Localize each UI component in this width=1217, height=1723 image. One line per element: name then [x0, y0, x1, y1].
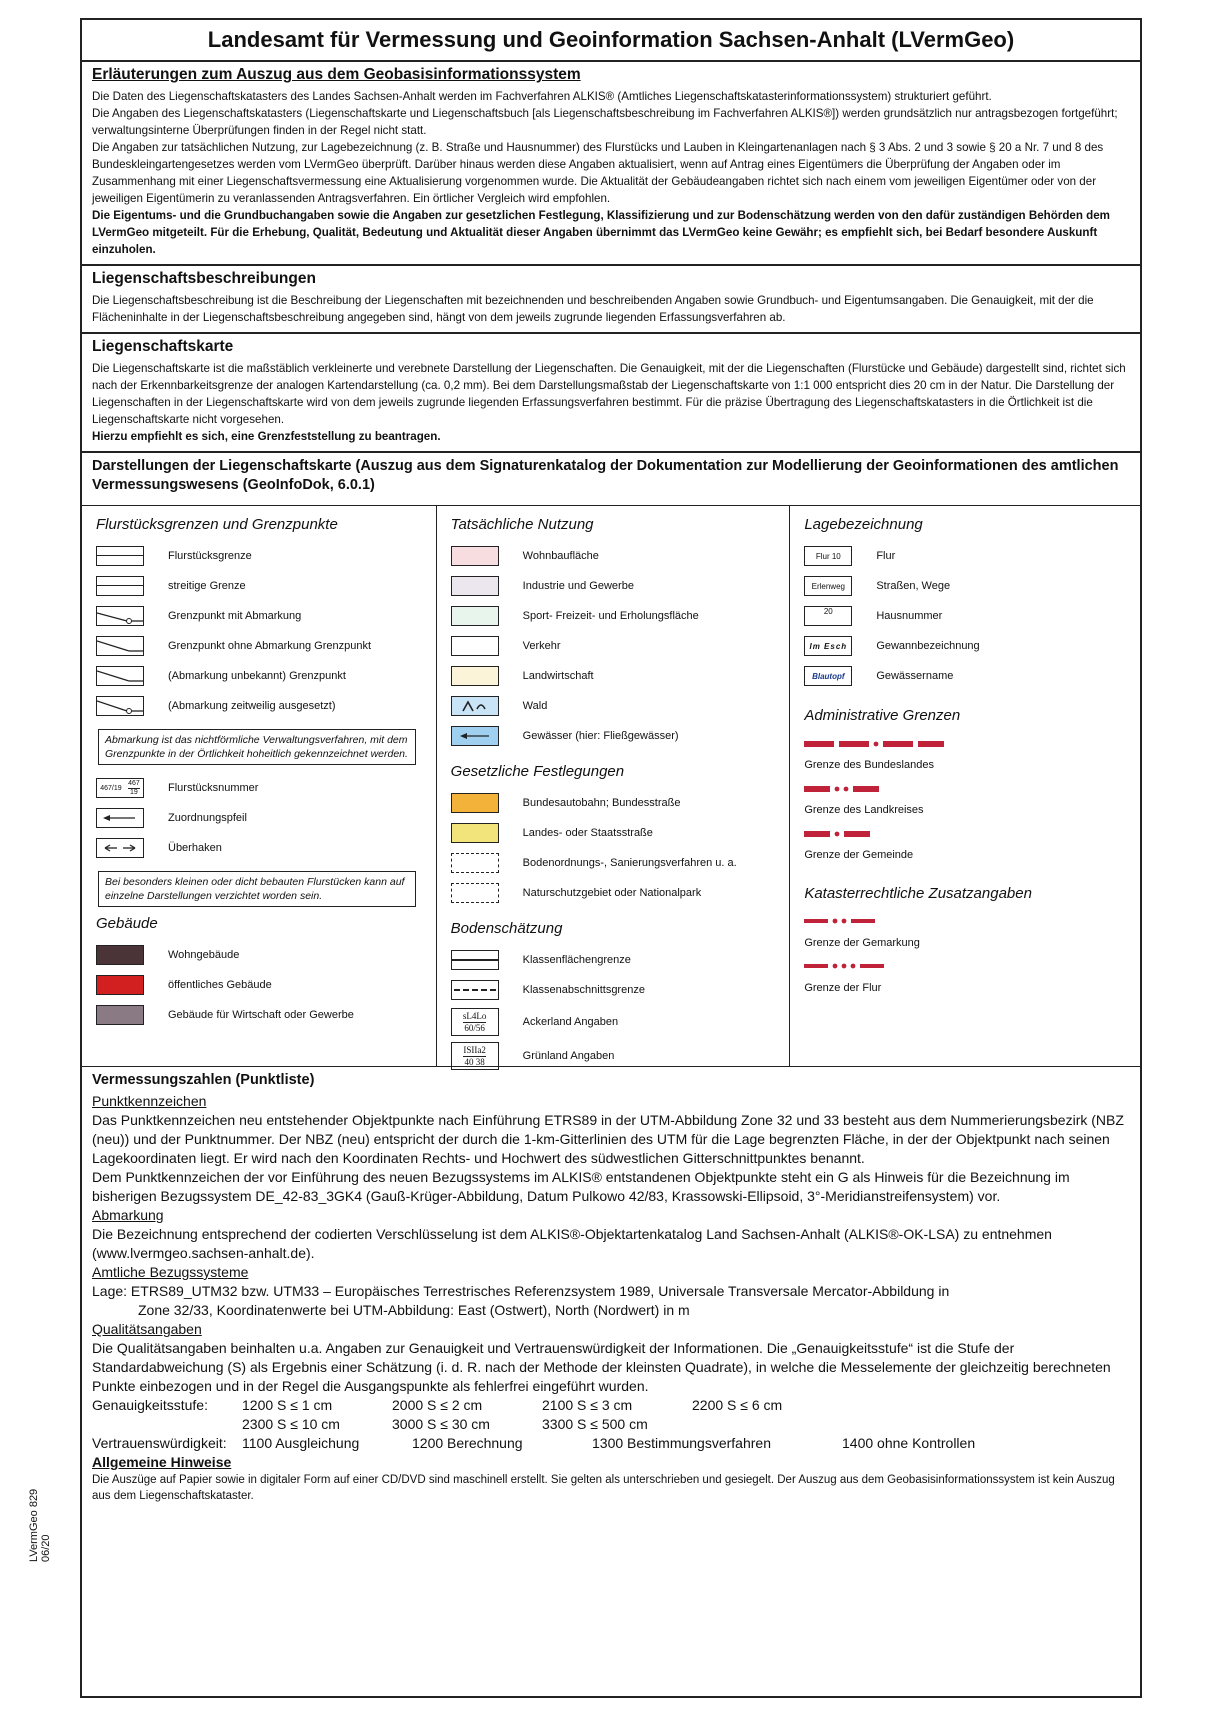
boundary-segment	[804, 741, 834, 747]
legend-row	[96, 773, 428, 803]
legend-label: öffentliches Gebäude	[168, 979, 272, 991]
legend-row	[96, 940, 428, 970]
ueberhaken-symbol	[96, 838, 144, 858]
landesstrasse-swatch	[451, 823, 499, 843]
legend-row	[96, 970, 428, 1000]
section-karte	[82, 334, 1140, 453]
wald-swatch	[451, 696, 499, 716]
legend-label: Flur	[876, 550, 896, 562]
grenzpunkt-unbekannt-symbol	[96, 666, 144, 686]
gemeinde-line	[804, 830, 944, 838]
genauigkeit-value: 3300 S ≤ 500 cm	[542, 1416, 648, 1432]
boundary-segment	[883, 741, 913, 747]
subheading: Amtliche Bezugssysteme	[92, 1264, 249, 1280]
bundesautobahn-swatch	[451, 793, 499, 813]
paragraph: Dem Punktkennzeichen der vor Einführung des neuen Bezugssystems im ALKIS® entstandenen Objektpunkte steht ein G als Hinweis für die Bezeichnung im bisherigen Bezugssystem DE_42-83_3GK4 (Gauß-Krüger-Abbildung, Datum Pulkowo 42/83, Krassowski-Ellipsoid, 3°-Meridianstreifensystem) vor.	[92, 1169, 1070, 1204]
paragraph: Lage: ETRS89_UTM32 bzw. UTM33 – Europäisches Terrestrisches Referenzsystem 1989, Universale Transversale Mercator-Abbildung in	[92, 1283, 950, 1299]
paragraph: Die Liegenschaftsbeschreibung ist die Beschreibung der Liegenschaften mit bezeichnenden und beschreibenden Angaben sowie Grundbuch- und Eigentumsangaben. Die Genauigkeit, mit der die Flächeninhalte in der Liegenschaftsbeschreibung angegeben sind, hängt von dem jeweils zugrunde liegenden Erfassungsverfahren ab.	[92, 294, 1094, 324]
genauigkeit-row	[92, 1415, 1128, 1434]
legend-row	[96, 833, 428, 863]
legend-row	[451, 601, 782, 631]
subheading: Punktkennzeichen	[92, 1093, 207, 1109]
boundary-segment	[833, 964, 838, 969]
legend-row	[96, 541, 428, 571]
legend-row	[96, 661, 428, 691]
legend-column-grenzen	[82, 506, 436, 1066]
genauigkeit-value: 1200 S ≤ 1 cm	[242, 1397, 333, 1413]
section-vermessungszahlen	[82, 1067, 1140, 1510]
legend-label: Wohngebäude	[168, 949, 240, 961]
flur-line	[804, 963, 944, 971]
legend-column-nutzung	[436, 506, 790, 1066]
gewaesser-swatch	[451, 726, 499, 746]
legend-label: Grenze der Gemeinde	[804, 849, 914, 861]
note-box: Abmarkung ist das nichtförmliche Verwaltungsverfahren, mit dem Grenzpunkte in der Örtlichkeit hoheitlich gekennzeichnet werden.	[98, 729, 416, 765]
legend-label: Grenze der Flur	[804, 982, 882, 994]
legend-column-lage	[789, 506, 1140, 1066]
legend-row	[96, 631, 428, 661]
boundary-segment	[851, 964, 856, 969]
legend-label: streitige Grenze	[168, 580, 246, 592]
boundary-segment	[844, 831, 870, 837]
legend-row	[451, 945, 782, 975]
legend-label: Bundesautobahn; Bundesstraße	[522, 797, 681, 809]
legend-row	[96, 803, 428, 833]
gemarkung-line	[804, 918, 944, 926]
legend-label: Hausnummer	[876, 610, 943, 622]
oeffentliches-gebaeude-swatch	[96, 975, 144, 995]
boundary-segment	[842, 964, 847, 969]
flurstuecksnummer-value: 467/19	[100, 784, 122, 792]
boundary-segment	[833, 919, 838, 924]
gewaessername-symbol: Blautopf	[804, 666, 852, 686]
boundary-segment	[860, 964, 884, 968]
fraction-bottom: 19	[130, 788, 138, 796]
boundary-segment	[835, 787, 840, 792]
flurstuecksnummer-symbol	[96, 778, 144, 798]
legend-row	[96, 691, 428, 721]
legend-row	[451, 721, 782, 751]
vertrauen-value: 1400 ohne Kontrollen	[842, 1435, 976, 1451]
legend-label: (Abmarkung unbekannt) Grenzpunkt	[168, 670, 346, 682]
legend-row	[451, 1039, 782, 1073]
legend	[82, 506, 1140, 1067]
column-heading: Tatsächliche Nutzung	[450, 516, 594, 533]
legend-label: Bodenordnungs-, Sanierungsverfahren u. a.	[522, 857, 737, 869]
legend-row	[451, 975, 782, 1005]
vertrauen-value: 1300 Bestimmungsverfahren	[592, 1435, 771, 1451]
legend-label: Landwirtschaft	[522, 670, 594, 682]
legend-label: Klassenflächengrenze	[522, 954, 631, 966]
form-number: LVermGeo 829	[28, 1488, 40, 1562]
verkehr-swatch	[451, 636, 499, 656]
grenzpunkt-abmarkung-symbol	[96, 606, 144, 626]
boundary-segment	[839, 741, 869, 747]
flurstuecksnummer-fraction	[128, 780, 140, 797]
legend-row	[451, 788, 782, 818]
legend-label: Landes- oder Staatsstraße	[522, 827, 653, 839]
paragraph: Die Bezeichnung entsprechend der codierten Verschlüsselung ist dem ALKIS®-Objektartenkatalog Land Sachsen-Anhalt (ALKIS®-OK-LSA) zu entnehmen (www.lvermgeo.sachsen-anhalt.de).	[92, 1226, 1052, 1261]
vertrauen-value: 1200 Berechnung	[412, 1435, 523, 1451]
paragraph: Zone 32/33, Koordinatenwerte bei UTM-Abbildung: East (Ostwert), North (Nordwert) in m	[138, 1302, 690, 1318]
fraction-top: 467	[128, 779, 140, 787]
legend-label: Gebäude für Wirtschaft oder Gewerbe	[168, 1009, 354, 1021]
vertrauen-row	[92, 1434, 1128, 1453]
zuordnungspfeil-symbol	[96, 808, 144, 828]
paragraph: Die Auszüge auf Papier sowie in digitaler Form auf einer CD/DVD sind maschinell erstellt. Sie gelten als unterschrieben und gesiegelt. Der Auszug aus dem Geobasisinformationssystem ist kein Auszug aus dem Liegenschaftskataster.	[92, 1474, 1115, 1502]
flurstuecksgrenze-symbol	[96, 546, 144, 566]
form-code	[28, 1422, 52, 1562]
section-heading: Vermessungszahlen (Punktliste)	[92, 1072, 315, 1088]
boundary-segment	[804, 964, 828, 968]
legend-label: Überhaken	[168, 842, 222, 854]
column-heading: Gesetzliche Festlegungen	[450, 763, 625, 780]
strasse-symbol: Erlenweg	[804, 576, 852, 596]
genauigkeit-row	[92, 1396, 1128, 1415]
legend-row	[96, 1000, 428, 1030]
klassenflaechengrenze-symbol	[451, 950, 499, 970]
boundary-segment	[851, 919, 875, 923]
section-heading: Erläuterungen zum Auszug aus dem Geobasisinformationssystem	[92, 66, 581, 83]
legend-label: Naturschutzgebiet oder Nationalpark	[522, 887, 702, 899]
legend-label: Grenze des Landkreises	[804, 804, 924, 816]
wohnbauflaeche-swatch	[451, 546, 499, 566]
legend-row	[804, 631, 1132, 661]
legend-row	[451, 1005, 782, 1039]
section-darstellungen	[82, 453, 1140, 506]
paragraph: Die Daten des Liegenschaftskatasters des Landes Sachsen-Anhalt werden im Fachverfahren ALKIS® (Amtliches Liegenschaftskatasterinformationssystem) strukturiert geführt.	[92, 90, 992, 103]
section-erlaeuterungen	[82, 62, 1140, 266]
genauigkeit-value: 2100 S ≤ 3 cm	[542, 1397, 633, 1413]
vertrauen-value: 1100 Ausgleichung	[242, 1435, 360, 1451]
legend-label: Gewässername	[876, 670, 954, 682]
gruen-top: ISIIa2	[463, 1044, 486, 1055]
legend-label: Gewässer (hier: Fließgewässer)	[522, 730, 679, 742]
paragraph: Das Punktkennzeichen neu entstehender Objektpunkte nach Einführung ETRS89 in der UTM-Abbildung Zone 32 und 33 besteht aus dem Nummerierungsbezirk (NBZ (neu)) und der Punktnummer. Der NBZ (neu) entspricht der durch die 1-km-Gitterlinien des UTM für die Lage begrenzten Fläche, in der der Objektpunkt nach seinen Lagekoordinaten liegt. Er wird nach den Koordinaten Rechts- und Hochwert des südwestlichen Gitterschnittpunktes benannt.	[92, 1112, 1124, 1166]
boundary-segment	[844, 787, 849, 792]
boundary-segment	[804, 831, 830, 837]
page-title: Landesamt für Vermessung und Geoinformation Sachsen-Anhalt (LVermGeo)	[82, 20, 1140, 62]
legend-label: Gewannbezeichnung	[876, 640, 980, 652]
section-heading: Liegenschaftskarte	[92, 338, 234, 355]
legend-label: Zuordnungspfeil	[168, 812, 247, 824]
legend-label: Klassenabschnittsgrenze	[522, 984, 645, 996]
legend-label: (Abmarkung zeitweilig ausgesetzt)	[168, 700, 336, 712]
column-heading: Lagebezeichnung	[804, 516, 923, 533]
legend-label: Flurstücksnummer	[168, 782, 259, 794]
legend-row	[451, 818, 782, 848]
document-page	[80, 18, 1142, 1698]
acker-top: sL4Lo	[462, 1010, 487, 1021]
column-heading: Administrative Grenzen	[804, 707, 961, 724]
subheading: Qualitätsangaben	[92, 1321, 202, 1337]
section-heading: Darstellungen der Liegenschaftskarte (Auszug aus dem Signaturenkatalog der Dokumentation zur Modellierung der Geoinformationen des amtlichen Vermessungswesens (GeoInfoDok, 6.0.1)	[92, 458, 1119, 493]
note-box: Bei besonders kleinen oder dicht bebauten Flurstücken kann auf einzelne Darstellungen verzichtet worden sein.	[98, 871, 416, 907]
legend-label: Grenze der Gemarkung	[804, 937, 920, 949]
landwirtschaft-swatch	[451, 666, 499, 686]
legend-label: Industrie und Gewerbe	[522, 580, 634, 592]
boundary-segment	[804, 786, 830, 792]
legend-row	[804, 571, 1132, 601]
legend-label: Flurstücksgrenze	[168, 550, 252, 562]
section-heading: Liegenschaftsbeschreibungen	[92, 270, 316, 287]
legend-row	[451, 541, 782, 571]
boundary-segment	[918, 741, 944, 747]
legend-row	[451, 691, 782, 721]
hausnummer-symbol: 20	[804, 606, 852, 626]
grenzpunkt-ohne-abmarkung-symbol	[96, 636, 144, 656]
legend-row	[451, 661, 782, 691]
wohngebaeude-swatch	[96, 945, 144, 965]
genauigkeit-value: 3000 S ≤ 30 cm	[392, 1416, 490, 1432]
subheading: Abmarkung	[92, 1207, 164, 1223]
acker-bottom: 60/56	[464, 1022, 485, 1033]
genauigkeit-value: 2000 S ≤ 2 cm	[392, 1397, 483, 1413]
legend-row	[804, 601, 1132, 631]
legend-row	[96, 571, 428, 601]
streitige-grenze-symbol	[96, 576, 144, 596]
legend-label: Verkehr	[522, 640, 561, 652]
legend-row	[451, 571, 782, 601]
industrie-swatch	[451, 576, 499, 596]
legend-label: Grünland Angaben	[522, 1050, 615, 1062]
boundary-segment	[804, 919, 828, 923]
paragraph: Die Qualitätsangaben beinhalten u.a. Angaben zur Genauigkeit und Vertrauenswürdigkeit der Informationen. Die „Genauigkeitsstufe“ ist die Stufe der Standardabweichung (S) als Ergebnis einer Schätzung (i. d. R. nach der Methode der kleinsten Quadrate), in welche die Messelemente der gleichzeitig berechneten Punkte einbezogen und in der Regel die Ausgangspunkte als fehlerfrei eingeführt wurden.	[92, 1340, 1111, 1394]
bodenordnung-symbol	[451, 853, 499, 873]
genauigkeit-value: 2200 S ≤ 6 cm	[692, 1397, 783, 1413]
legend-row	[804, 661, 1132, 691]
sport-swatch	[451, 606, 499, 626]
legend-label: Straßen, Wege	[876, 580, 951, 592]
ackerland-symbol	[451, 1008, 499, 1036]
legend-row	[451, 848, 782, 878]
gewerbe-gebaeude-swatch	[96, 1005, 144, 1025]
boundary-segment	[874, 742, 879, 747]
column-heading: Katasterrechtliche Zusatzangaben	[804, 885, 1032, 902]
legend-label: Grenzpunkt mit Abmarkung	[168, 610, 302, 622]
paragraph: Hierzu empfiehlt es sich, eine Grenzfeststellung zu beantragen.	[92, 430, 441, 443]
flur-symbol: Flur 10	[804, 546, 852, 566]
naturschutz-symbol	[451, 883, 499, 903]
legend-label: Wald	[522, 700, 548, 712]
klassenabschnittsgrenze-symbol	[451, 980, 499, 1000]
grenzpunkt-ausgesetzt-symbol	[96, 696, 144, 716]
legend-row	[804, 541, 1132, 571]
legend-row	[451, 878, 782, 908]
column-heading: Flurstücksgrenzen und Grenzpunkte	[96, 516, 338, 533]
paragraph: Die Angaben zur tatsächlichen Nutzung, zur Lagebezeichnung (z. B. Straße und Hausnummer) des Flurstücks und Lauben in Kleingartenanlagen nach § 3 Abs. 2 und 3 sowie § 20 a Nr. 7 und 8 des Bundeskleingartengesetzes werden vom LVermGeo überprüft. Darüber hinaus werden diese Angaben aktualisiert, wenn auf Antrag eines Eigentümers die Überprüfung der Angaben oder im Zusammenhang mit einer Liegenschaftsvermessung eine Aktualisierung vorgenommen wurde. Die Aktualität der Gebäudeangaben richtet sich nach einem vom jeweiligen Eigentümer oder von der jeweiligen Eigentümerin zu veranlassenden Antragsverfahren. Ein örtlicher Vergleich wird empfohlen.	[92, 141, 1104, 205]
form-date: 06/20	[40, 1534, 52, 1562]
legend-row	[96, 601, 428, 631]
genauigkeit-value: 2300 S ≤ 10 cm	[242, 1416, 340, 1432]
paragraph: Die Angaben des Liegenschaftskatasters (Liegenschaftskarte und Liegenschaftsbuch [als Liegenschaftsbeschreibung im Fachverfahren ALKIS®]) werden grundsätzlich nur antragsbezogen fortgeführt; verwaltungsinterne Überprüfungen finden in der Regel nicht statt.	[92, 107, 1118, 137]
gruenland-symbol	[451, 1042, 499, 1070]
legend-label: Grenzpunkt ohne Abmarkung Grenzpunkt	[168, 640, 372, 652]
subheading: Allgemeine Hinweise	[92, 1454, 232, 1470]
column-heading: Gebäude	[96, 915, 158, 932]
legend-row	[451, 631, 782, 661]
gruen-bottom: 40 38	[464, 1056, 485, 1067]
landkreis-line	[804, 785, 944, 793]
column-heading: Bodenschätzung	[450, 920, 563, 937]
legend-label: Grenze des Bundeslandes	[804, 759, 934, 771]
boundary-segment	[842, 919, 847, 924]
gewann-symbol: Im Esch	[804, 636, 852, 656]
legend-label: Wohnbaufläche	[522, 550, 599, 562]
genauigkeit-label: Genauigkeitsstufe:	[92, 1397, 208, 1413]
paragraph: Die Liegenschaftskarte ist die maßstäblich verkleinerte und verebnete Darstellung der Liegenschaften. Die Genauigkeit, mit der die Liegenschaften (Flurstücke und Gebäude) dargestellt sind, richtet sich nach der Erkennbarkeitsgrenze der analogen Kartendarstellung (ca. 0,2 mm). Bei dem Darstellungsmaßstab der Liegenschaftskarte von 1:1 000 entspricht dies 20 cm in der Natur. Die Darstellung der Liegenschaften in der Liegenschaftskarte wird von dem jeweils zugrunde liegenden Erfassungsverfahren bestimmt. Für die präzise Übertragung des Liegenschaftskatasters in die Örtlichkeit ist die Liegenschaftskarte nicht vorgesehen.	[92, 362, 1126, 426]
legend-label: Ackerland Angaben	[522, 1016, 619, 1028]
boundary-segment	[853, 786, 879, 792]
boundary-segment	[835, 832, 840, 837]
bundesland-line	[804, 740, 944, 748]
section-beschreibungen	[82, 266, 1140, 334]
vertrauen-label: Vertrauenswürdigkeit:	[92, 1435, 227, 1451]
legend-label: Sport- Freizeit- und Erholungsfläche	[522, 610, 699, 622]
paragraph: Die Eigentums- und die Grundbuchangaben sowie die Angaben zur gesetzlichen Festlegung, Klassifizierung und zur Bodenschätzung werden von den dafür zuständigen Behörden dem LVermGeo mitgeteilt. Für die Erhebung, Qualität, Bedeutung und Aktualität dieser Angaben übernimmt das LVermGeo keine Gewähr; es empfiehlt sich, bei Bedarf besondere Auskunft einzuholen.	[92, 209, 1110, 256]
